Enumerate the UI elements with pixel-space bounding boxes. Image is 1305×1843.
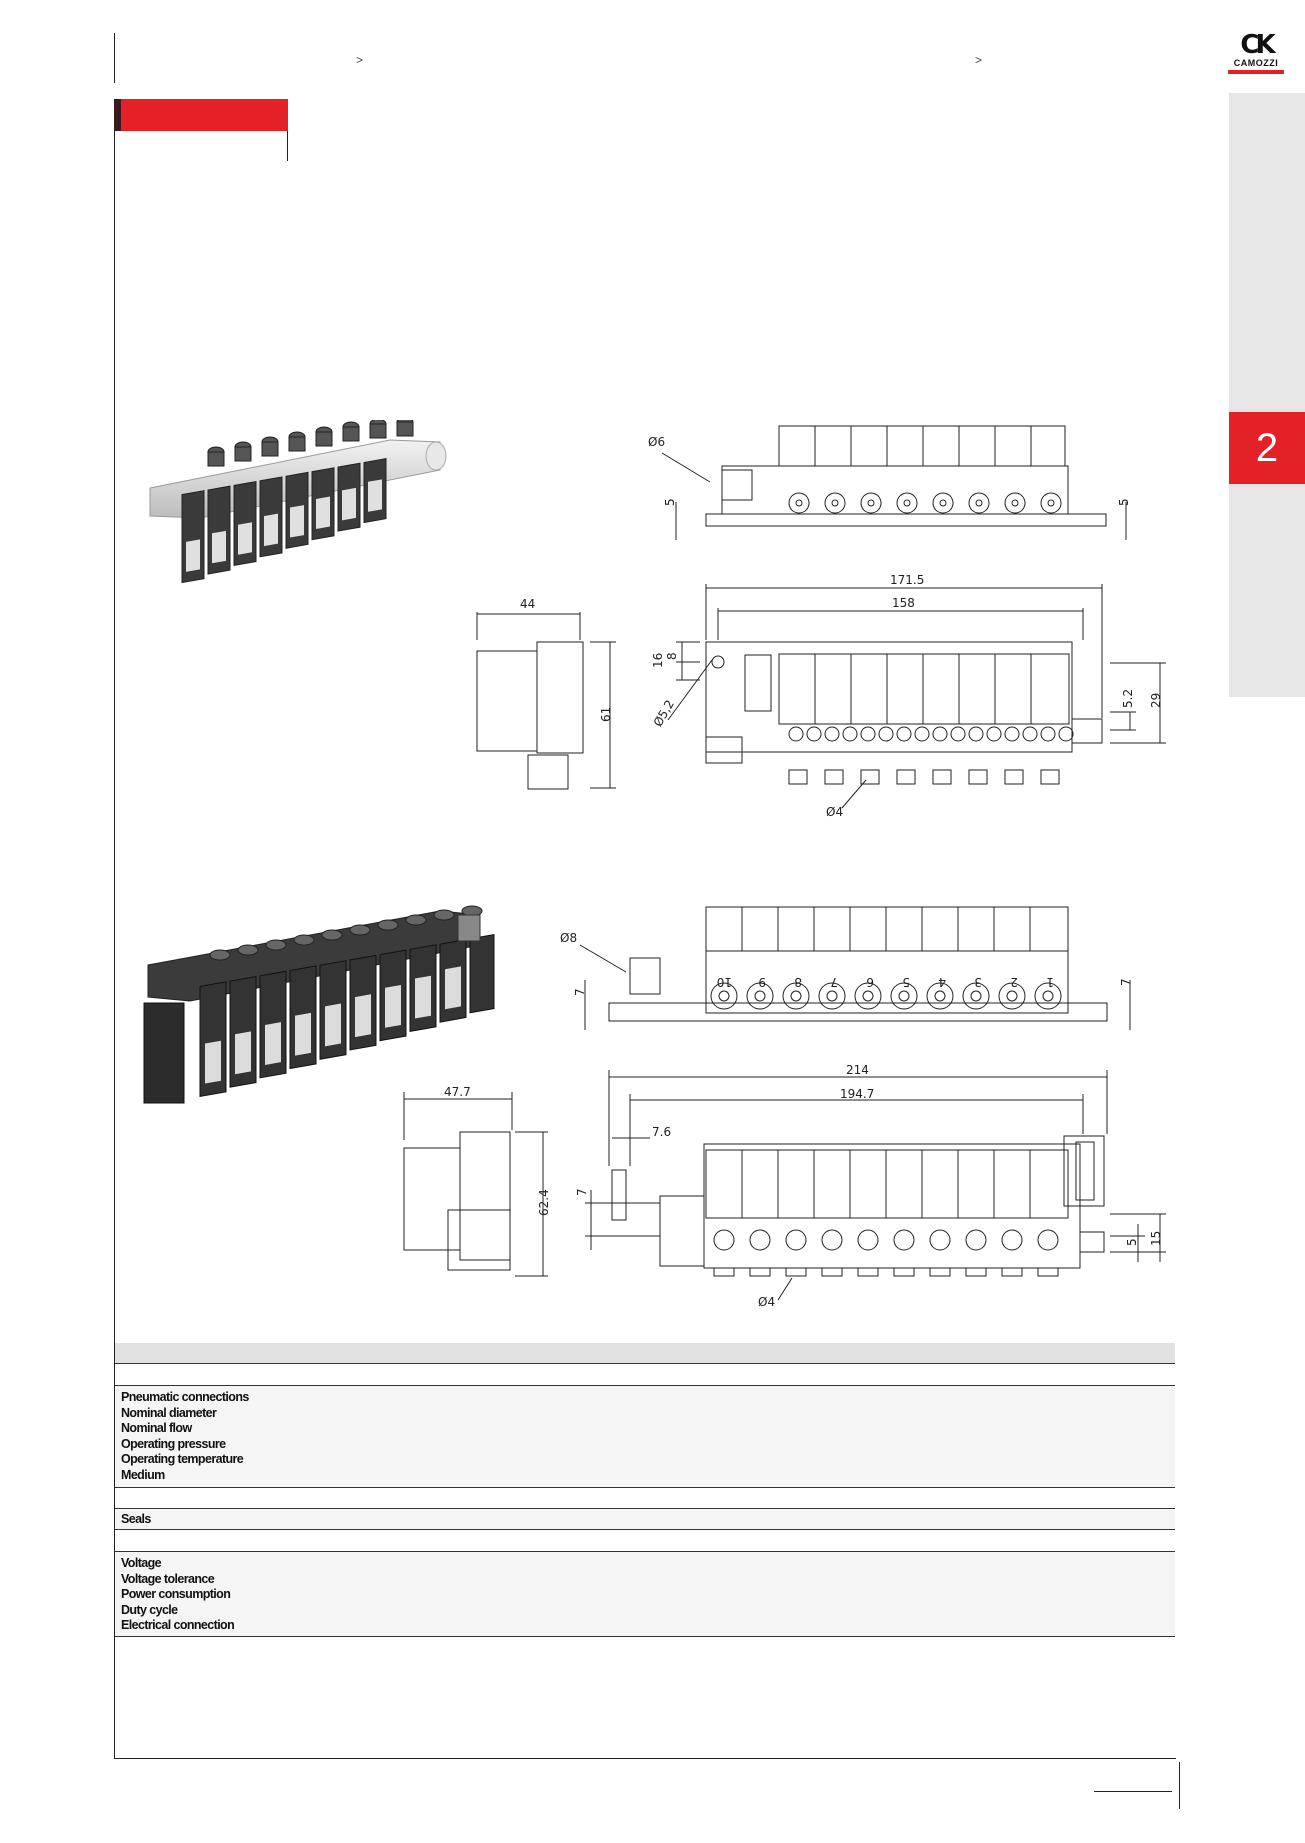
spec-divider [115,1529,1175,1530]
station-number-4: 4 [938,975,946,989]
station-number-7: 7 [830,975,838,989]
dim-15-10: 15 [1149,1230,1163,1246]
dim-outlet-8: Ø4 [826,805,844,819]
station-number-1: 1 [1046,975,1054,989]
dim-outlet-10: Ø4 [758,1295,776,1309]
dim-overall-length-8: 171.5 [890,573,925,587]
logo-underline [1228,70,1284,74]
dim-29-8: 29 [1149,692,1163,708]
spec-band-materials [115,1509,1175,1529]
section-banner [114,99,288,131]
dim-pitch-length-10: 194.7 [840,1087,875,1101]
footer-page-tick [1179,1762,1180,1809]
station-number-6: 6 [866,975,874,989]
chapter-tab-number[interactable]: 2 [1229,412,1305,484]
side-view-8 [477,612,616,789]
spec-divider [115,1636,1175,1637]
camozzi-logo [1228,32,1284,78]
spec-label-voltage: Voltage [121,1556,162,1570]
dim-top-right-8: 5 [1117,498,1131,506]
breadcrumb-chevron-left: > [356,53,364,67]
dim-side-height-10: 62.4 [537,1189,551,1216]
chapter-sidebar [1229,93,1305,697]
spec-label-duty-cycle: Duty cycle [121,1602,178,1617]
dim-d-inlet-10: Ø8 [560,931,578,945]
station-number-9: 9 [758,975,766,989]
station-number-3: 3 [974,975,982,989]
spec-label-medium: Medium [121,1468,165,1482]
spec-divider [115,1363,1175,1364]
spec-divider [115,1487,1175,1488]
spec-band-pneumatic [115,1386,1175,1487]
dim-side-width-8: 44 [520,597,536,611]
dim-d-inlet-8: Ø6 [648,435,666,449]
dim-7-6-10: 7.6 [652,1125,672,1139]
front-view-10 [585,1070,1166,1300]
logo-mark: CK [1240,30,1272,60]
spec-label-power-consumption: Power consumption [121,1587,231,1602]
spec-label-electrical-connection: Electrical connection [121,1618,235,1633]
dim-5-10: 5 [1125,1238,1139,1246]
drawing-8-station [460,410,1180,830]
dim-top-left-10: 7 [573,988,587,996]
dim-pitch-length-8: 158 [892,596,915,610]
spec-label-operating-temperature: Operating temperature [121,1452,244,1467]
banner-right-tick [287,131,288,161]
spec-label-operating-pressure: Operating pressure [121,1436,226,1451]
station-number-2: 2 [1010,975,1018,989]
left-margin-line [114,33,115,83]
station-number-5: 5 [902,975,910,989]
spec-table-header [115,1343,1175,1363]
manifold-photo-8-stations [140,420,460,600]
dim-side-width-10: 47.7 [444,1085,471,1099]
front-view-8 [668,584,1166,808]
spec-label-pneumatic-connections: Pneumatic connections [121,1390,249,1404]
section-banner-mark [114,99,121,131]
spec-band-electrical [115,1552,1175,1636]
spec-label-voltage-tolerance: Voltage tolerance [121,1571,215,1586]
footer-bottom-line [114,1758,1176,1759]
dim-top-right-10: 7 [1119,978,1133,986]
breadcrumb-chevron-right: > [975,53,983,67]
station-number-8: 8 [794,975,802,989]
logo-word: CAMOZZI [1233,58,1279,68]
dim-7-10: 7 [575,1188,589,1196]
dim-overall-length-10: 214 [846,1063,869,1077]
side-view-10 [404,1092,548,1276]
dim-mount-hole-8: Ø5,2 [650,697,678,730]
footer-page-line [1094,1791,1172,1792]
dim-16-8: 16 [651,652,665,668]
station-number-10: 10 [716,975,732,989]
dim-5-2-8: 5.2 [1121,688,1135,708]
top-view-8 [662,426,1126,540]
dim-8-8: 8 [665,652,679,660]
spec-label-nominal-flow: Nominal flow [121,1421,192,1436]
dim-side-height-8: 61 [599,706,613,722]
spec-label-nominal-diameter: Nominal diameter [121,1405,217,1420]
dim-top-left-8: 5 [663,498,677,506]
spec-label-seals: Seals [121,1512,151,1526]
drawing-10-station [400,900,1180,1330]
top-view-10 [580,907,1130,1030]
